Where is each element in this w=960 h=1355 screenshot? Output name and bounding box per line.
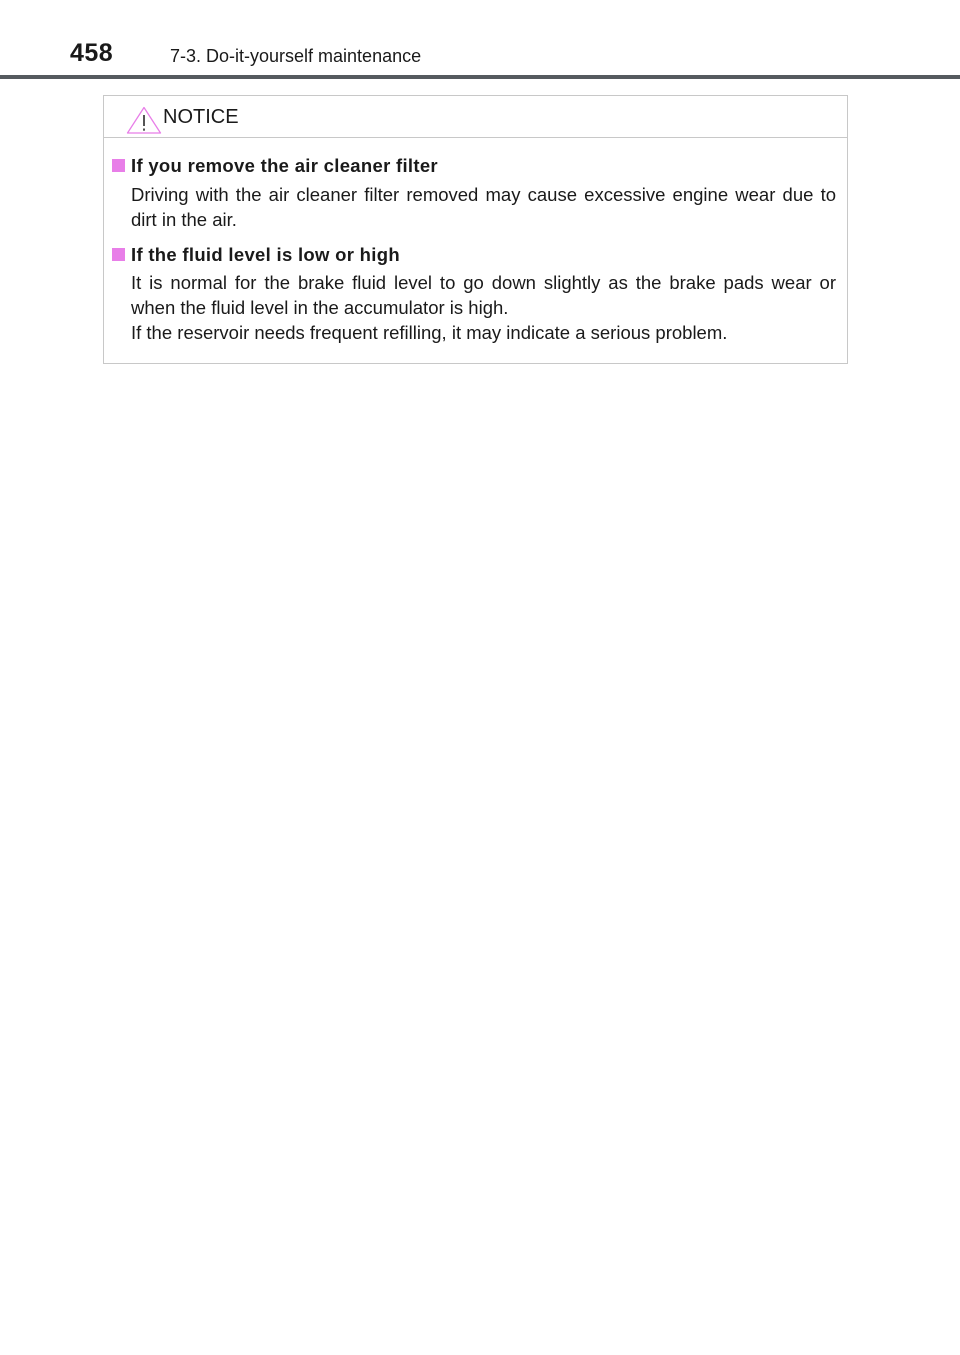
notice-item-heading-text: If you remove the air cleaner filter	[131, 155, 438, 176]
notice-title: NOTICE	[163, 106, 239, 128]
notice-item-heading	[112, 243, 836, 267]
notice-item-paragraph: Driving with the air cleaner filter removed may cause excessive engine wear due to dirt in the air.	[131, 184, 836, 230]
notice-item-heading	[112, 154, 836, 178]
page-number: 458	[70, 39, 114, 67]
notice-item-heading-text: If the fluid level is low or high	[131, 244, 400, 265]
header-rule	[0, 75, 960, 79]
square-bullet-icon	[112, 248, 125, 261]
notice-box	[103, 95, 848, 364]
notice-item-paragraph: If the reservoir needs frequent refilling, it may indicate a serious problem.	[131, 322, 728, 343]
notice-item-paragraph: It is normal for the brake fluid level to go down slightly as the brake pads wear or when the fluid level in the accumulator is high.	[131, 272, 836, 318]
page-header	[0, 0, 960, 80]
warning-triangle-icon	[126, 106, 162, 134]
notice-header	[104, 96, 847, 138]
section-title: 7-3. Do-it-yourself maintenance	[170, 46, 422, 66]
notice-body	[112, 154, 836, 345]
square-bullet-icon	[112, 159, 125, 172]
